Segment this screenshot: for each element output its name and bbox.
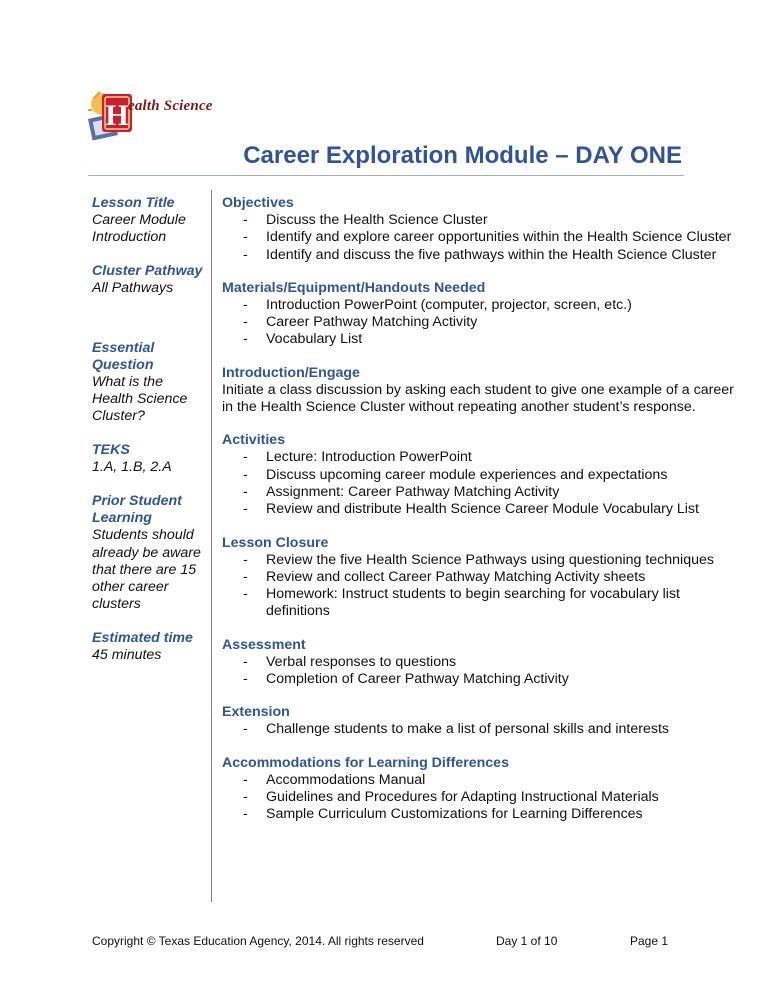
objectives-section bbox=[222, 195, 742, 264]
objectives-list bbox=[222, 212, 742, 264]
activities-heading: Activities bbox=[222, 432, 286, 449]
assessment-list bbox=[222, 654, 742, 689]
cluster-pathway-value: All Pathways bbox=[92, 280, 174, 297]
list-item: - Completion of Career Pathway Matching Activity bbox=[222, 671, 742, 688]
materials-heading: Materials/Equipment/Handouts Needed bbox=[222, 279, 486, 296]
list-item: - Review and collect Career Pathway Matching Activity sheets bbox=[222, 569, 742, 586]
list-item: - Assignment: Career Pathway Matching Activity bbox=[222, 484, 742, 501]
list-item: - Discuss upcoming career module experiences and expectations bbox=[222, 467, 742, 484]
objectives-heading: Objectives bbox=[222, 195, 294, 211]
list-item: - Lecture: Introduction PowerPoint bbox=[222, 449, 742, 466]
closure-section bbox=[222, 535, 742, 621]
lesson-title-value: Career Module Introduction bbox=[92, 212, 186, 246]
list-item: - Identify and discuss the five pathways within the Health Science Cluster bbox=[222, 247, 742, 264]
health-science-logo bbox=[88, 88, 268, 148]
introduction-heading: Introduction/Engage bbox=[222, 364, 360, 381]
list-item: - Review the five Health Science Pathways using questioning techniques bbox=[222, 552, 742, 569]
list-item: - Review and distribute Health Science Career Module Vocabulary List bbox=[222, 501, 742, 518]
list-item: - Identify and explore career opportunities within the Health Science Cluster bbox=[222, 229, 742, 246]
title-rule bbox=[88, 175, 684, 176]
activities-section bbox=[222, 432, 742, 518]
assessment-section bbox=[222, 637, 742, 689]
list-item: - Accommodations Manual bbox=[222, 772, 742, 789]
essential-question-value: What is the Health Science Cluster? bbox=[92, 373, 188, 425]
extension-section bbox=[222, 704, 742, 738]
materials-section bbox=[222, 280, 742, 349]
essential-question-block bbox=[92, 340, 206, 426]
estimated-time-value: 45 minutes bbox=[92, 647, 162, 664]
cluster-pathway-label: Cluster Pathway bbox=[92, 263, 203, 280]
accommodations-heading: Accommodations for Learning Differences bbox=[222, 754, 509, 771]
list-item: - Introduction PowerPoint (computer, projector, screen, etc.) bbox=[222, 297, 742, 314]
list-item: - Career Pathway Matching Activity bbox=[222, 314, 742, 331]
lesson-info-sidebar bbox=[92, 195, 206, 682]
list-item: - Sample Curriculum Customizations for Learning Differences bbox=[222, 806, 742, 823]
prior-learning-value: Students should already be aware that there are 15 other career clusters bbox=[92, 527, 201, 613]
extension-list bbox=[222, 721, 742, 738]
prior-learning-label: Prior Student Learning bbox=[92, 493, 182, 527]
estimated-time-label: Estimated time bbox=[92, 630, 193, 647]
list-item: - Discuss the Health Science Cluster bbox=[222, 212, 742, 229]
list-item: - Guidelines and Procedures for Adapting Instructional Materials bbox=[222, 789, 742, 806]
list-item: - Challenge students to make a list of personal skills and interests bbox=[222, 721, 742, 738]
lesson-title-block bbox=[92, 195, 206, 246]
list-item: - Vocabulary List bbox=[222, 331, 742, 348]
page-title: Career Exploration Module – DAY ONE bbox=[243, 142, 682, 169]
logo-text: ealth Science bbox=[128, 98, 213, 114]
cluster-pathway-block bbox=[92, 263, 206, 297]
introduction-text: Initiate a class discussion by asking each student to give one example of a career in the Health Science Cluster without repeating another student’s response. bbox=[222, 381, 734, 416]
prior-learning-block bbox=[92, 493, 206, 613]
activities-list bbox=[222, 449, 742, 518]
teks-value: 1.A, 1.B, 2.A bbox=[92, 459, 172, 476]
introduction-section bbox=[222, 365, 742, 417]
svg-text:H: H bbox=[105, 99, 129, 132]
teks-label: TEKS bbox=[92, 442, 130, 459]
accommodations-list bbox=[222, 772, 742, 824]
lesson-content bbox=[222, 195, 742, 840]
list-item: - Verbal responses to questions bbox=[222, 654, 742, 671]
essential-question-label: Essential Question bbox=[92, 339, 155, 373]
accommodations-section bbox=[222, 755, 742, 824]
footer-copyright: Copyright © Texas Education Agency, 2014. All rights reserved bbox=[92, 934, 424, 948]
closure-heading: Lesson Closure bbox=[222, 534, 329, 551]
materials-list bbox=[222, 297, 742, 349]
closure-list bbox=[222, 552, 742, 621]
list-item: - Homework: Instruct students to begin searching for vocabulary list definitions bbox=[222, 586, 742, 621]
column-divider bbox=[211, 190, 212, 902]
teks-block bbox=[92, 442, 206, 476]
footer-page-number: Page 1 bbox=[630, 934, 669, 948]
footer-day-count: Day 1 of 10 bbox=[496, 934, 558, 948]
estimated-time-block bbox=[92, 630, 206, 664]
extension-heading: Extension bbox=[222, 704, 290, 721]
assessment-heading: Assessment bbox=[222, 636, 306, 653]
lesson-title-label: Lesson Title bbox=[92, 195, 175, 211]
